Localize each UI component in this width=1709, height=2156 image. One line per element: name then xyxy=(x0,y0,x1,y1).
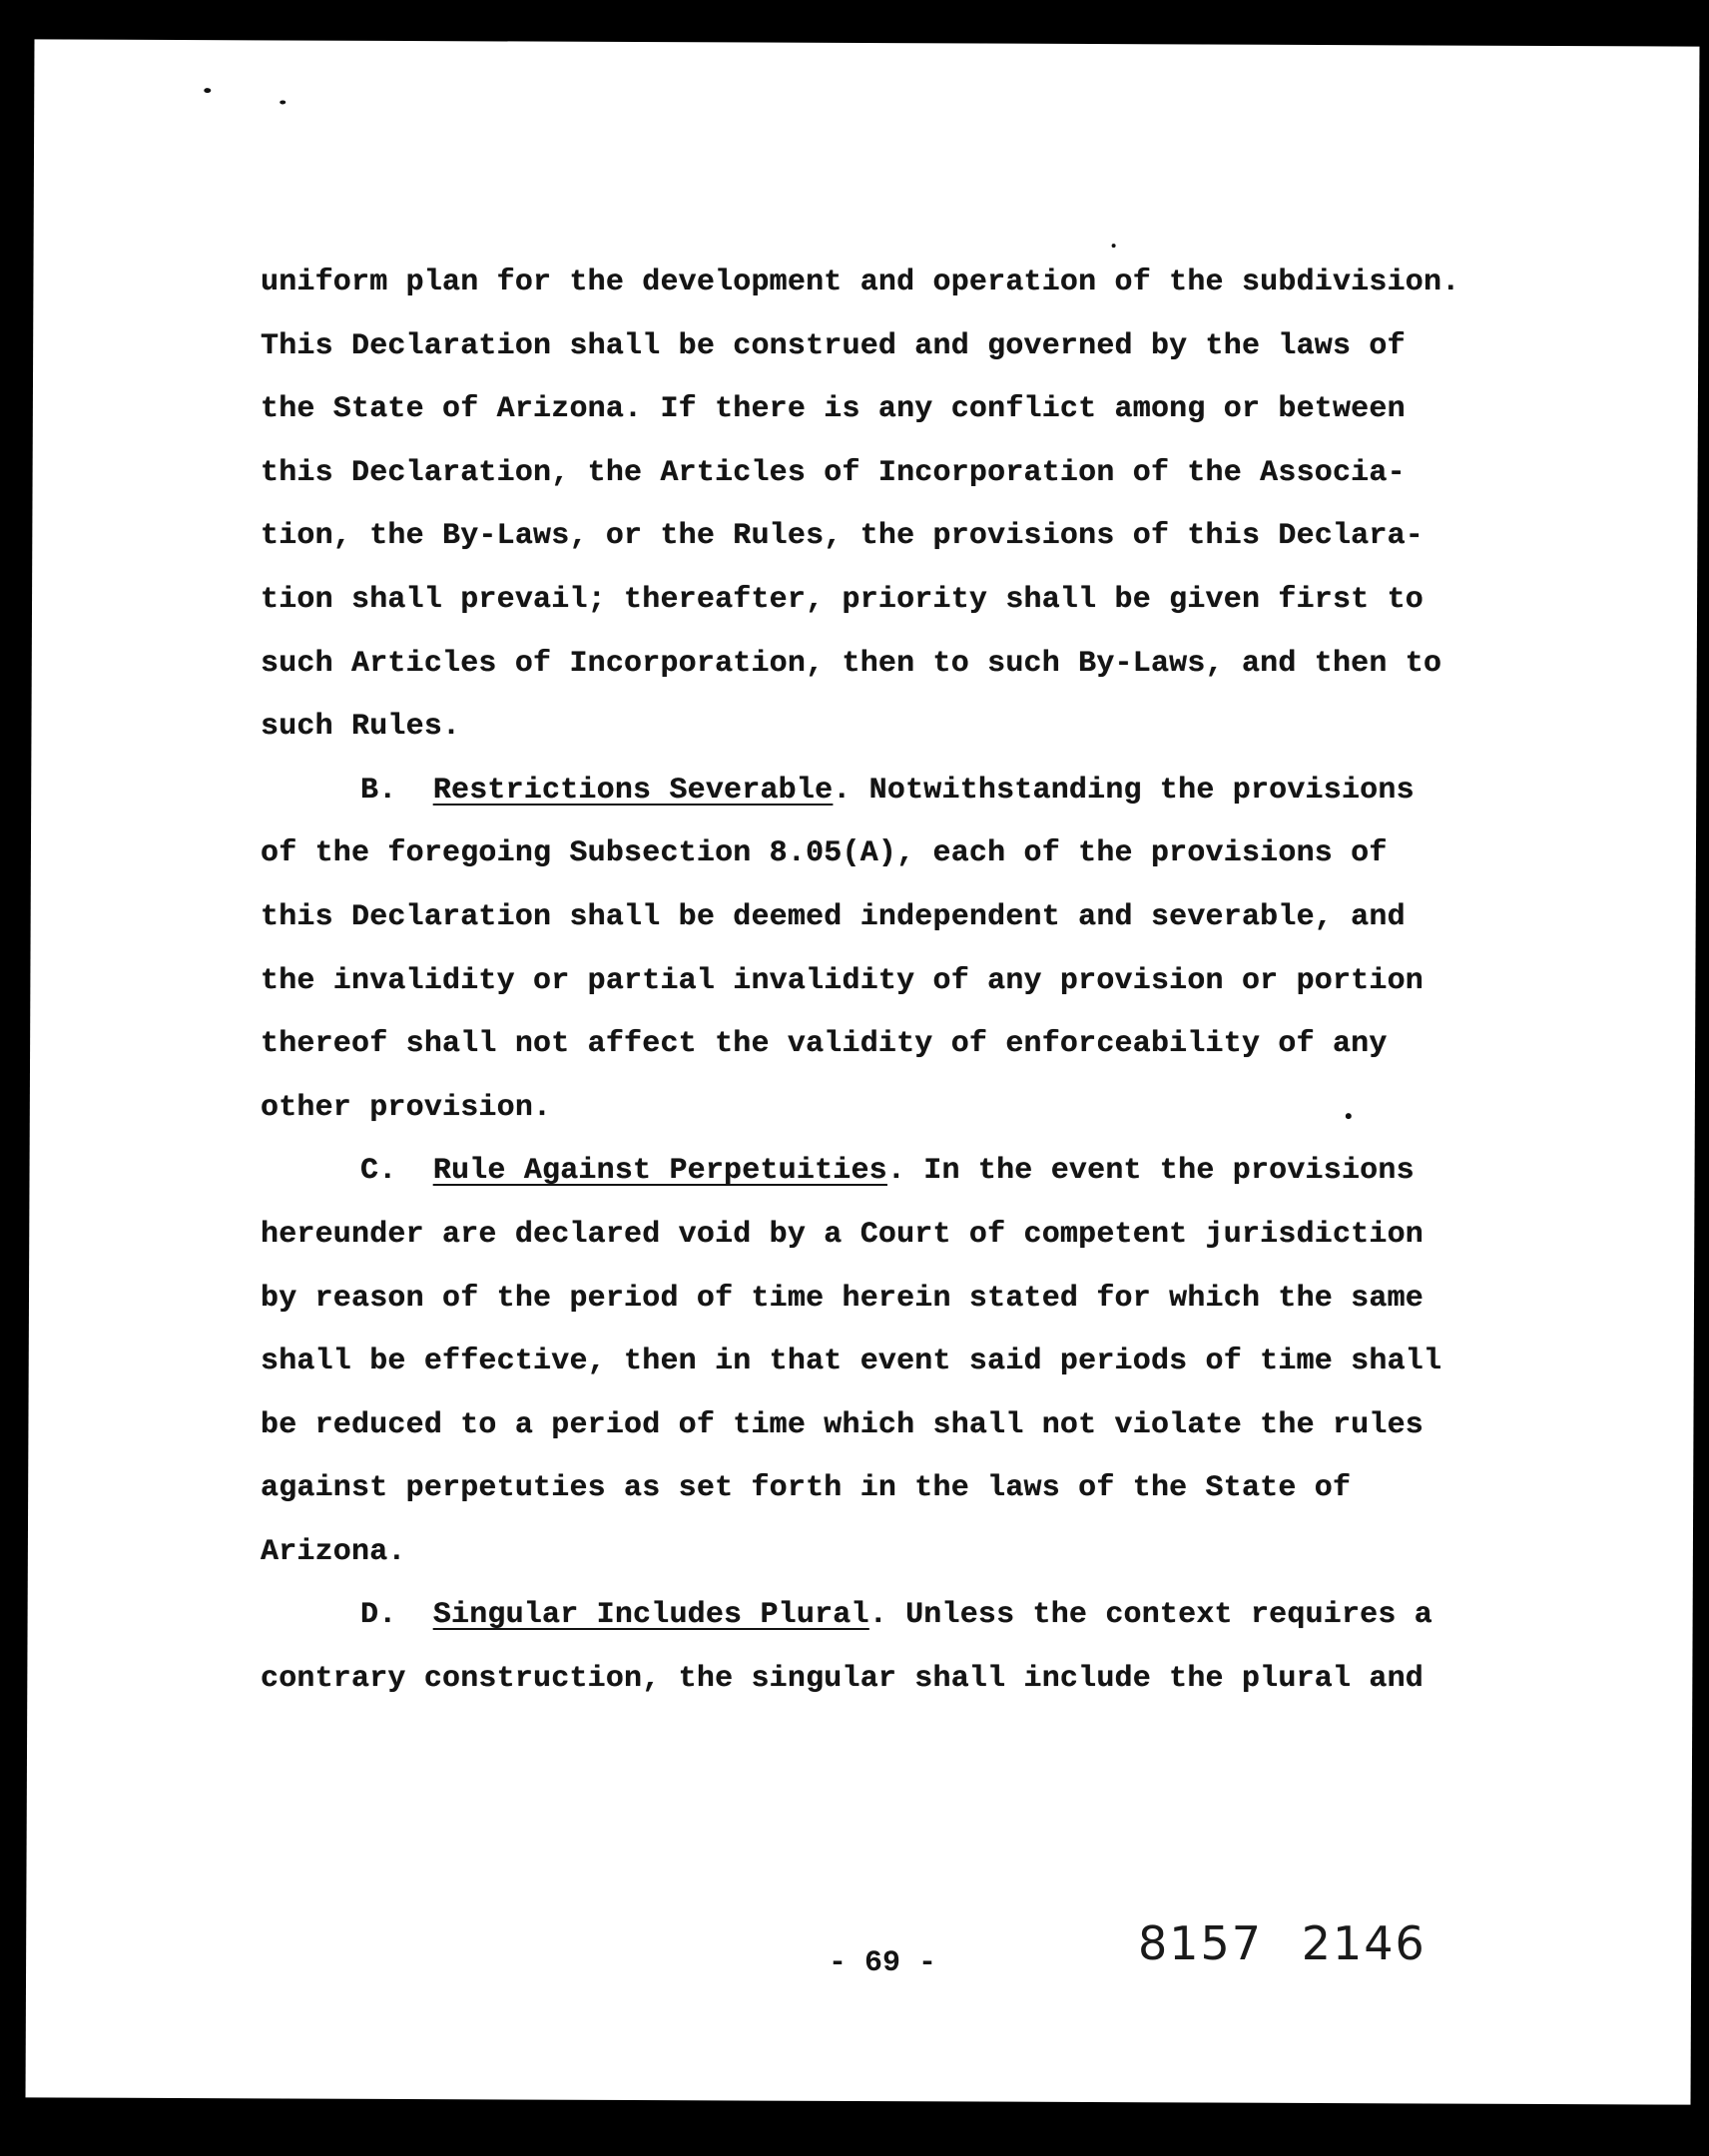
text-line: of the foregoing Subsection 8.05(A), each of the provisions of xyxy=(261,836,1388,871)
text-line: this Declaration shall be deemed independent and severable, and xyxy=(261,899,1406,934)
text-line: the State of Arizona. If there is any conflict among or between xyxy=(261,392,1406,427)
text-line: tion, the By-Laws, or the Rules, the provisions of this Declara- xyxy=(261,519,1424,554)
section-b-first-line: . Notwithstanding the provisions xyxy=(833,773,1415,808)
text-line: shall be effective, then in that event said periods of time shall xyxy=(261,1345,1442,1379)
text-line: uniform plan for the development and operation of the subdivision. xyxy=(261,266,1460,299)
section-d-letter: D. xyxy=(360,1598,397,1633)
text-line: thereof shall not affect the validity of enforceability of any xyxy=(261,1027,1388,1062)
scan-speck xyxy=(204,88,211,93)
section-c-letter: C. xyxy=(360,1154,397,1189)
scan-speck xyxy=(1112,244,1116,248)
document-body xyxy=(261,252,1588,1712)
text-line: the invalidity or partial invalidity of any provision or portion xyxy=(261,963,1424,998)
text-line: contrary construction, the singular shall include the plural and xyxy=(261,1662,1424,1697)
text-line: This Declaration shall be construed and governed by the laws of xyxy=(261,328,1406,363)
text-line: this Declaration, the Articles of Incorporation of the Associa- xyxy=(261,455,1406,490)
section-c-heading-line xyxy=(261,1140,1588,1204)
text-line: Arizona. xyxy=(261,1534,406,1569)
section-d-first-line: . Unless the context requires a xyxy=(868,1598,1432,1633)
page-number: - 69 - xyxy=(829,1946,937,1980)
scan-speck xyxy=(280,100,285,104)
text-line: other provision. xyxy=(261,1090,552,1125)
document-stamp-number: 8157 2146 xyxy=(1138,1916,1426,1970)
section-c-first-line: . In the event the provisions xyxy=(886,1154,1415,1189)
section-b-letter: B. xyxy=(360,773,397,808)
text-line: by reason of the period of time herein stated for which the same xyxy=(261,1281,1424,1316)
section-c-heading: Rule Against Perpetuities xyxy=(432,1154,887,1189)
section-d-heading: Singular Includes Plural xyxy=(432,1598,869,1633)
section-d-heading-line xyxy=(261,1584,1588,1648)
text-line: such Rules. xyxy=(261,710,461,745)
text-line: such Articles of Incorporation, then to such By-Laws, and then to xyxy=(261,646,1442,681)
text-line: hereunder are declared void by a Court of competent jurisdiction xyxy=(261,1217,1424,1252)
text-line: be reduced to a period of time which shall not violate the rules xyxy=(261,1407,1424,1442)
section-b-heading-line xyxy=(261,760,1588,823)
section-b-heading: Restrictions Severable xyxy=(432,773,834,808)
text-line: tion shall prevail; thereafter, priority shall be given first to xyxy=(261,582,1424,617)
text-line: against perpetuties as set forth in the laws of the State of xyxy=(261,1471,1352,1506)
